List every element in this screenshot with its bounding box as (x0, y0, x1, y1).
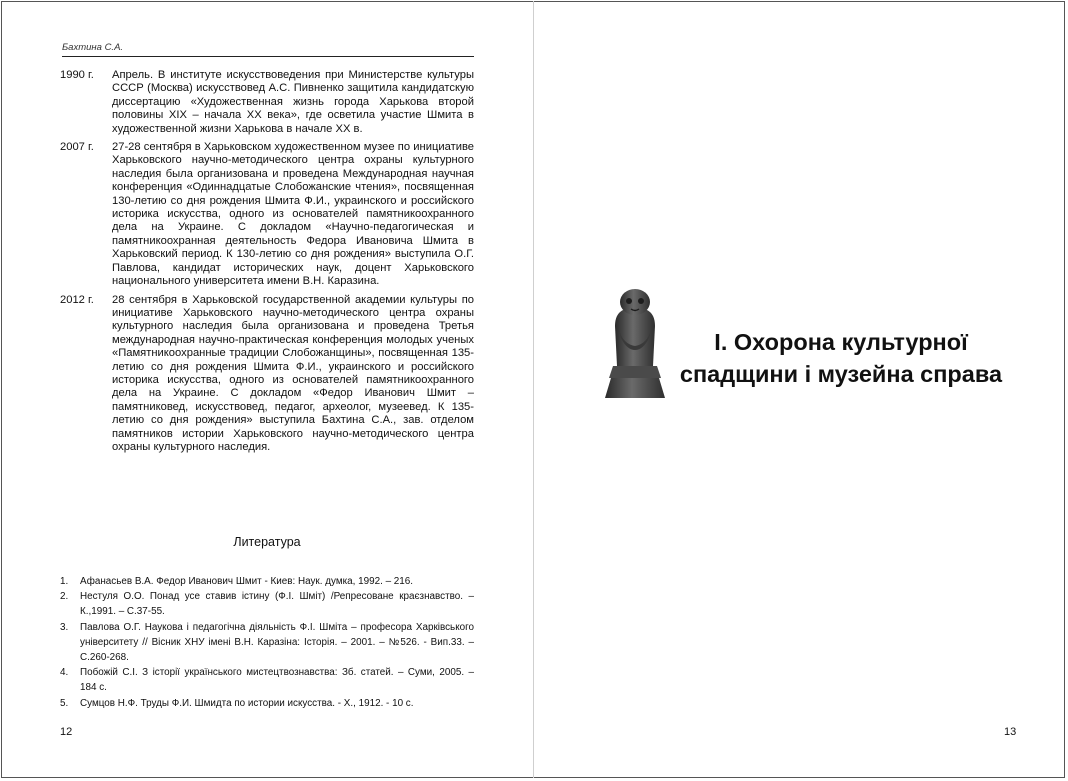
running-head: Бахтина С.А. (62, 42, 474, 57)
reference-text: Побожій С.І. З історії українського мистецтвознавства: Зб. статей. – Суми, 2005. – 184 с. (80, 667, 474, 694)
reference-text: Сумцов Н.Ф. Труды Ф.И. Шмидта по истории искусства. - Х., 1912. - 10 с. (80, 697, 414, 709)
reference-text: Нестуля О.О. Понад усе ставив істину (Ф.І. Шміт) /Репресоване краєзнавство. – К.,1991. – С.37-55. (80, 591, 474, 618)
reference-item (60, 696, 474, 711)
literature-heading: Литература (233, 535, 301, 549)
section-title-line: спадщини і музейна справа (679, 361, 1003, 387)
chronology-entry (60, 141, 474, 288)
reference-number: 4. (60, 667, 69, 679)
entry-text: 27-28 сентября в Харьковском художественном музее по инициативе Харьковского научно-методического центра охраны культурного наследия была организована и проведена Международная научная конференция «Одиннадцатые Слобожанские чтения», посвященная 130-летию со дня рождения Шмита Ф.И., украинского и российского историка искусства, одного из основателей памятникоохранного дела на Украине. С докладом «Научно-педагогическая и памятникоохранная деятельность Федора Ивановича Шмита в Харьковский период. К 130-летию со дня рождения» выступила О.Г. Павлова, кандидат исторических наук, доцент Харьковского национального университета имени В.Н. Каразина. (112, 141, 474, 288)
reference-number: 5. (60, 697, 69, 709)
section-title (668, 326, 1014, 390)
chronology-entry (60, 69, 474, 136)
reference-item (60, 589, 474, 619)
reference-item (60, 574, 474, 589)
page-number-right: 13 (1004, 726, 1017, 738)
page-number-left: 12 (60, 726, 73, 738)
entry-text: 28 сентября в Харьковской государственной академии культуры по инициативе Харьковского научно-методического центра охраны культурного наследия была организована и проведена Третья международная научно-практическая конференция молодых ученых «Памятникоохранные традиции Слобожанщины», посвященная 135-летию со дня рождения Шмита Ф.И., украинского и российского историка искусства, одного из основателей памятникоохранного дела на Украине. С докладом «Федор Иванович Шмит – памятниковед, искусствовед, педагог, археолог, музеевед. К 135-летию со дня рождения» выступила Бахтина С.А., зав. отделом памятников истории Харьковского научно-методического центра охраны культурного наследия. (112, 293, 474, 453)
reference-item (60, 665, 474, 695)
reference-text: Афанасьев В.А. Федор Иванович Шмит - Киев: Наук. думка, 1992. – 216. (80, 576, 414, 587)
chronology (60, 69, 474, 459)
reference-text: Павлова О.Г. Наукова і педагогічна діяльність Ф.І. Шміта – професора Харківського університету // Вісник ХНУ імені В.Н. Каразіна: Історія. – 2001. – №526. - Вип.33. – С.260-268. (80, 621, 474, 664)
reference-number: 3. (60, 621, 69, 633)
page-gutter (533, 1, 534, 778)
reference-number: 1. (60, 576, 69, 587)
entry-year: 2007 г. (60, 141, 94, 154)
reference-number: 2. (60, 591, 69, 603)
entry-year: 2012 г. (60, 293, 94, 306)
section-title-line: І. Охорона культурної (714, 329, 968, 355)
reference-list (60, 574, 474, 711)
entry-text: Апрель. В институте искусствоведения при Министерстве культуры СССР (Москва) искусствовед А.С. Пивненко защитила кандидатскую диссертацию «Художественная жизнь города Харькова второй половины XIX – начала XX века», где осветила участие Шмита в художественной жизни Харькова в начале XX в. (112, 69, 474, 135)
chronology-entry (60, 294, 474, 455)
reference-item (60, 620, 474, 666)
stone-statue-image (603, 286, 667, 404)
entry-year: 1990 г. (60, 69, 94, 81)
